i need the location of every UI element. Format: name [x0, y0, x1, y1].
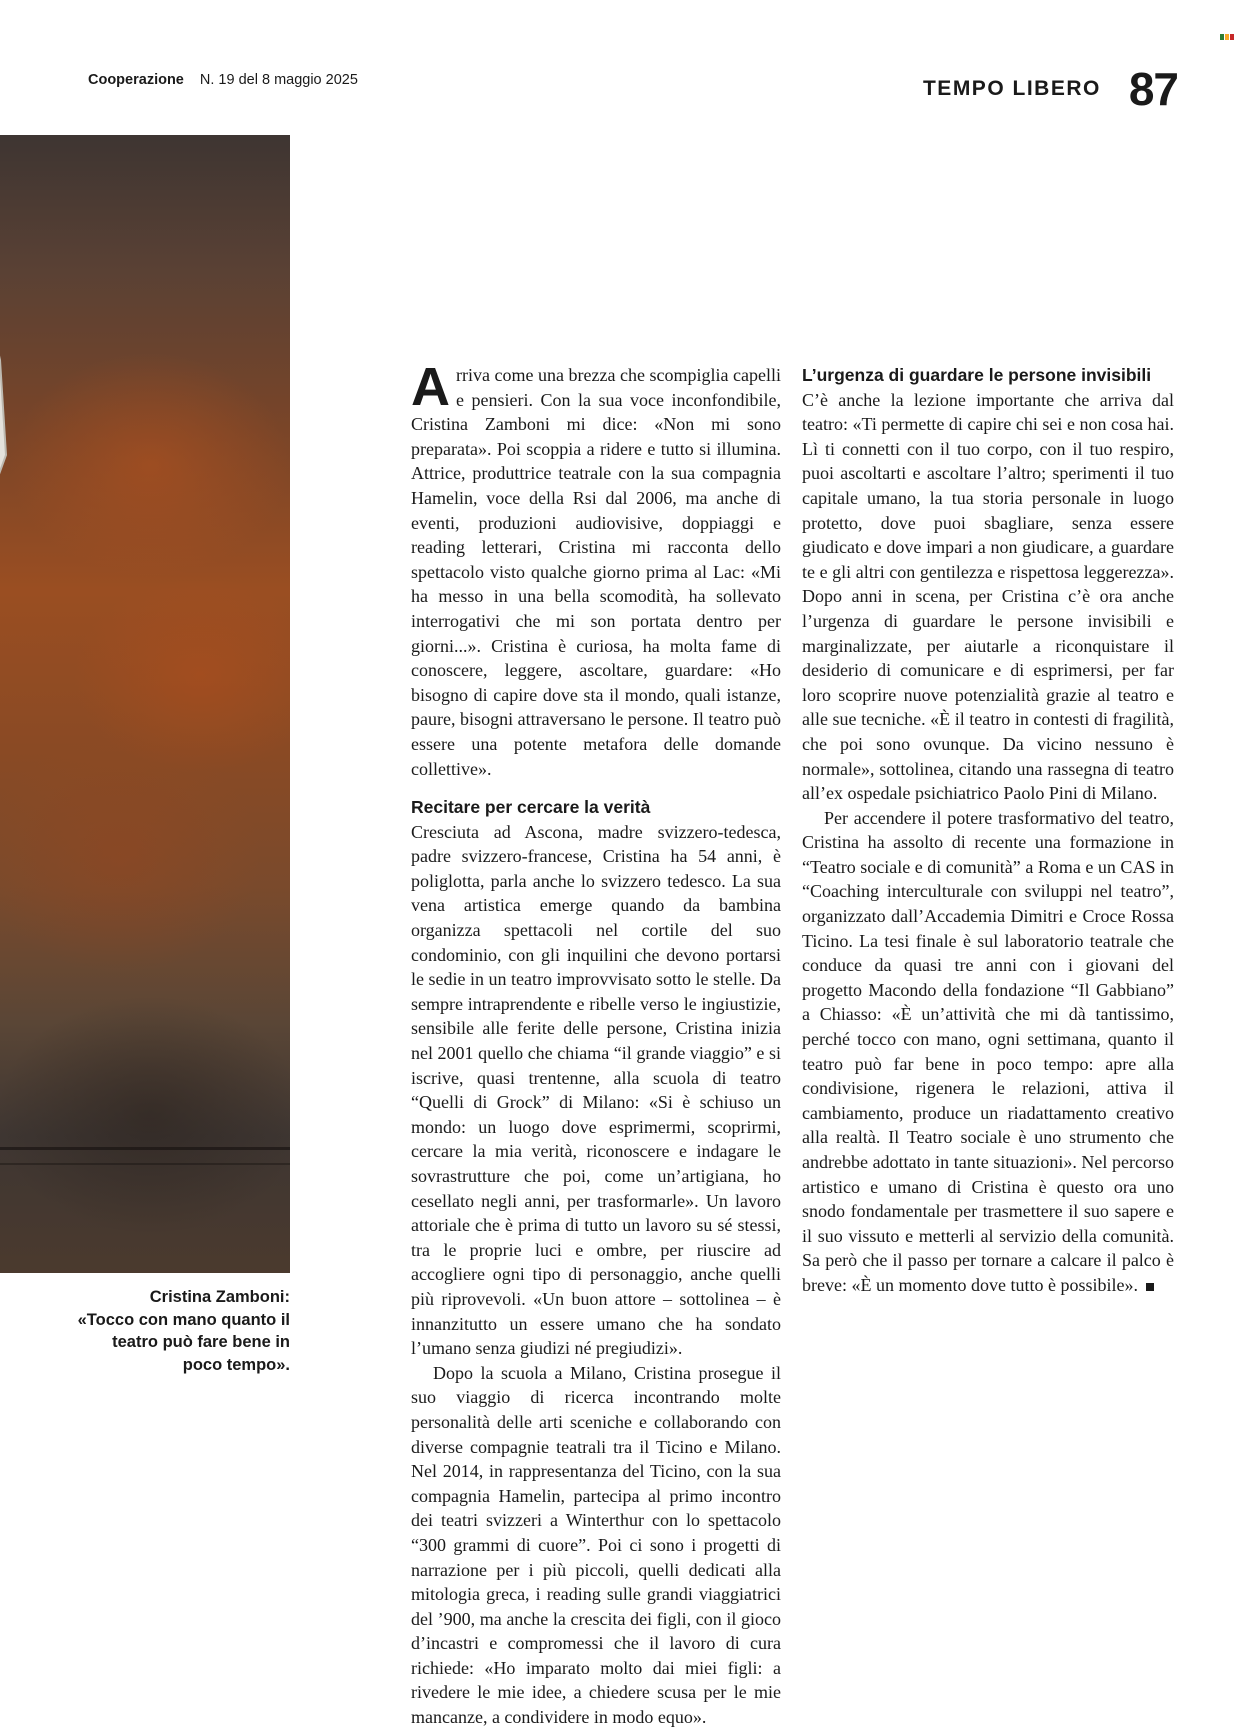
- page-header-left: [88, 72, 358, 88]
- article-photo: [0, 135, 290, 1273]
- subheading-invisibili: L’urgenza di guardare le persone invisibili: [802, 365, 1152, 385]
- caption-name: Cristina Zamboni:: [149, 1288, 290, 1306]
- photo-wall-edge-lower: [0, 1163, 290, 1165]
- registration-mark-green: [1220, 34, 1224, 40]
- publication-name: Cooperazione: [88, 72, 184, 88]
- paragraph-milano: Dopo la scuola a Milano, Cristina prosegue il suo viaggio di ricerca incontrando molte personalità delle arti sceniche e collaborando con diverse compagnie teatrali tra il Ticino e Milano. Nel 2014, in rappresentanza del Ticino, con la sua compagnia Hamelin, partecipa al primo incontro dei teatri svizzeri a Winterthur con lo spettacolo “300 grammi di cuore”. Poi ci sono i progetti di narrazione per i più piccoli, quelli dedicati alla mitologia greca, i reading sulle grandi viaggiatrici del ’900, ma anche la crescita dei figli, con il gioco d’incastri e compromessi che il lavoro di cura richiede: «Ho imparato molto dai miei figli: a rivedere le mie idee, a chiedere scusa per le mie mancanze, a condividere in modo equo».: [411, 1362, 781, 1728]
- drop-cap: A: [411, 357, 450, 417]
- section-title: TEMPO LIBERO: [922, 77, 1101, 100]
- formazione-text: Per accendere il potere trasformativo del teatro, Cristina ha assolto di recente una formazione in “Teatro sociale e di comunità” a Roma e un CAS in “Coaching interculturale con sviluppi nel teatro”, organizzato dall’Accademia Dimitri e Croce Rossa Ticino. La tesi finale è sul laboratorio teatrale che conduce da quasi tre anni con i giovani del progetto Macondo della fondazione “Il Gabbiano” a Chiasso: «È un’attività che mi dà tantissimo, perché tocco con mano, ogni settimana, quanto il teatro può far bene in poco tempo: apre alla condivisione, rigenera le relazioni, attiva il cambiamento, produce un riadattamento creativo alla realtà. Il Teatro sociale è uno strumento che andrebbe adottato in tante situazioni». Nel percorso artistico e umano di Cristina è questo ora uno snodo fondamentale per trasmettere il suo sapere e il suo vissuto e metterli al servizio della comunità. Sa però che il passo per tornare a calcare il palco è breve: «È un momento dove tutto è possibile».: [802, 807, 1174, 1295]
- photo-caption: [70, 1286, 290, 1376]
- intro-text: rriva come una brezza che scompiglia capelli e pensieri. Con la sua voce inconfondibile, Cristina Zamboni mi dice: «Non mi sono preparata». Poi scoppia a ridere e tutto si illumina. Attrice, produttrice teatrale con la sua compagnia Hamelin, voce della Rsi dal 2006, ma anche di eventi, produzioni audiovisive, doppiaggi e reading letterari, Cristina mi racconta dello spettacolo visto qualche giorno prima al Lac: «Mi ha messo in una bella scomodità, ha sollevato interrogativi che mi son portata dentro per giorni...». Cristina è curiosa, ha molta fame di conoscere, leggere, ascoltare, guardare: «Ho bisogno di capire dove sta il mondo, quali istanze, paure, bisogni attraversano le persone. Il teatro può essere una potente metafora delle domande collettive».: [411, 365, 781, 779]
- issue-info: N. 19 del 8 maggio 2025: [199, 72, 358, 88]
- end-of-article-mark: [1146, 1283, 1154, 1291]
- article-column-left: [411, 357, 781, 1730]
- registration-mark-red: [1230, 34, 1234, 40]
- photo-paper-sheet: [0, 155, 40, 485]
- subheading-verita: Recitare per cercare la verità: [411, 797, 651, 818]
- registration-mark-yellow: [1225, 34, 1229, 40]
- photo-wall-edge: [0, 1147, 290, 1150]
- page-number: 87: [1128, 63, 1178, 115]
- registration-mark: [1220, 34, 1234, 40]
- paragraph-lezione: C’è anche la lezione importante che arriva dal teatro: «Ti permette di capire chi sei e non cosa hai. Lì ti connetti con il tuo corpo, con il tuo respiro, puoi ascoltarti e ascoltare l’altro; sperimenti il tuo capitale umano, la tua storia personale in luogo protetto, dove puoi sbagliare, senza essere giudicato e dove impari a non giudicare, a guardare te e gli altri con gentilezza e rispettosa leggerezza». Dopo anni in scena, per Cristina c’è ora anche l’urgenza di guardare le persone invisibili e marginalizzate, per aiutarle a riconquistare il desiderio di comunicare e di esprimersi, per far loro scoprire nuove potenzialità grazie al teatro e alle sue tecniche. «È il teatro in contesti di fragilità, che poi sono ovunque. Da vicino nessuno è normale», sottolinea, citando una rassegna di teatro all’ex ospedale psichiatrico Paolo Pini di Milano.: [802, 389, 1174, 804]
- page-header-right: [922, 63, 1178, 115]
- caption-quote: «Tocco con mano quanto il teatro può fare bene in poco tempo».: [77, 1310, 290, 1374]
- paragraph-formazione: [802, 806, 1174, 1298]
- article-column-right: [802, 363, 1174, 1298]
- article-intro-paragraph: [411, 357, 781, 781]
- paragraph-ascona: Cresciuta ad Ascona, madre svizzero-tedesca, padre svizzero-francese, Cristina ha 54 anni, è poliglotta, parla anche lo svizzero tedesco. La sua vena artistica emerge quando da bambina organizza spettacoli nel cortile del suo condominio, con gli inquilini che devono portarsi le sedie in un teatro improvvisato sotto le stelle. Da sempre intraprendente e ribelle verso le ingiustizie, sensibile alle ferite delle persone, Cristina inizia nel 2001 quello che chiama “il grande viaggio” e si iscrive, quasi trentenne, alla scuola di teatro “Quelli di Grock” di Milano: «Si è schiuso un mondo: un luogo dove esprimermi, scoprirmi, cercare la mia verità, riconoscere e indagare le sovrastrutture che poi, come un’artigiana, ho cesellato negli anni, per trasformarle». Un lavoro attoriale che è prima di tutto un lavoro su sé stessi, tra le proprie luci e ombre, per riuscire ad accogliere ogni tipo di personaggio, anche quelli più riprovevoli. «Un buon attore – sottolinea – è innanzitutto un essere umano che ha sondato l’umano senza giudizi né pregiudizi».: [411, 821, 781, 1359]
